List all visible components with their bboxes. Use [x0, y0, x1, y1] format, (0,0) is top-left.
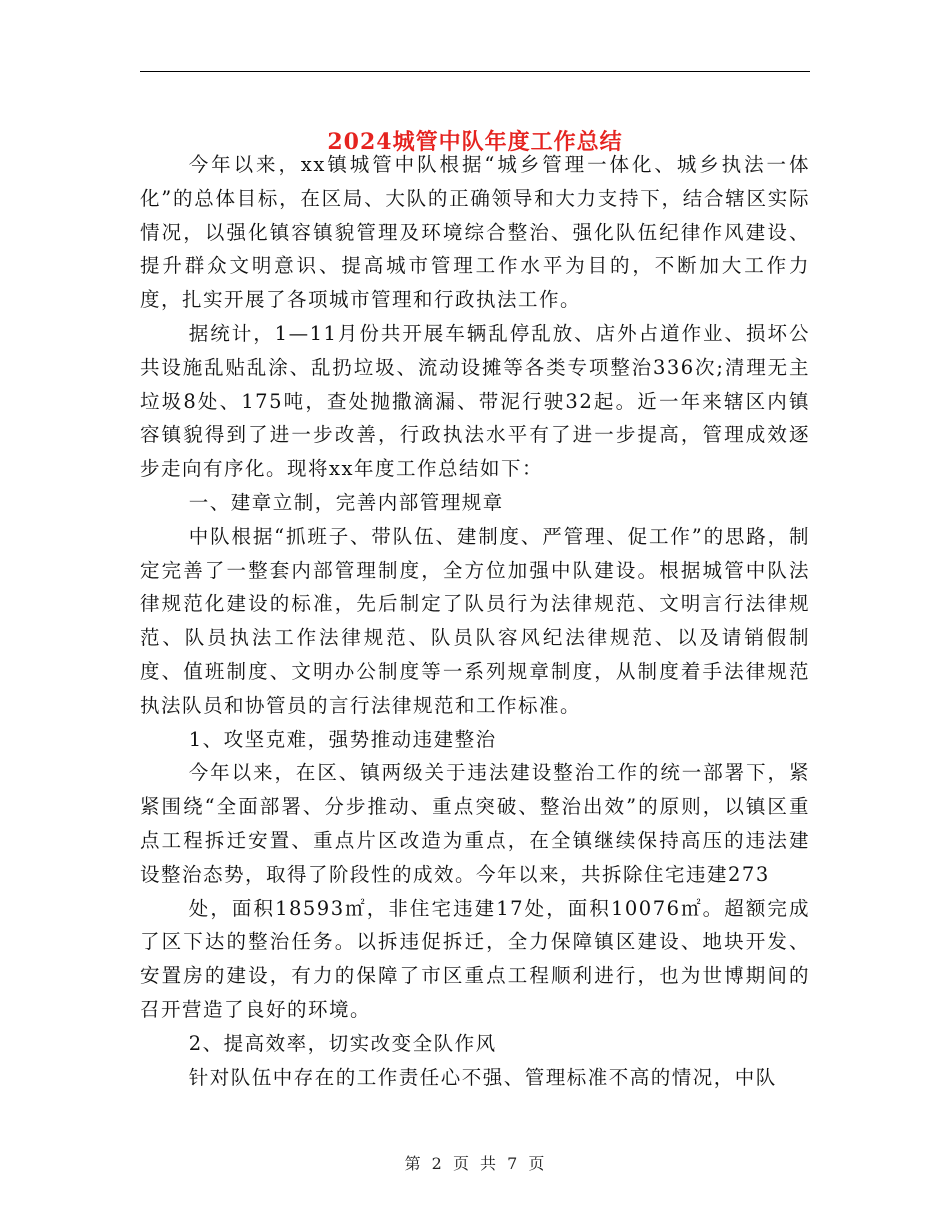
header-rule: [140, 71, 810, 72]
paragraph-intro: 今年以来，xx镇城管中队根据“城乡管理一体化、城乡执法一体化”的总体目标，在区局、大队的正确领导和大力支持下，结合辖区实际情况，以强化镇容镇貌管理及环境综合整治、强化队伍纪律作风建设、提升群众文明意识、提高城市管理工作水平为目的，不断加大工作力度，扎实开展了各项城市管理和行政执法工作。: [140, 153, 810, 312]
paragraph-statistics: 据统计，1—11月份共开展车辆乱停乱放、店外占道作业、损坏公共设施乱贴乱涂、乱扔垃圾、流动设摊等各类专项整治336次;清理无主垃圾8处、175吨，查处抛撒滴漏、带泥行驶32起。近一年来辖区内镇容镇貌得到了进一步改善，行政执法水平有了进一步提高，管理成效逐步走向有序化。现将xx年度工作总结如下：: [140, 321, 810, 481]
section-heading-2: 1、攻坚克难，强势推动违建整治: [188, 727, 497, 751]
page-footer: 第 2 页 共 7 页: [404, 1154, 546, 1173]
document-body: [140, 148, 810, 1094]
section-heading-1: 一、建章立制，完善内部管理规章: [188, 490, 504, 514]
document-title: 2024城管中队年度工作总结: [327, 128, 623, 155]
section-heading-3: 2、提高效率，切实改变全队作风: [188, 1031, 497, 1055]
paragraph-management: 中队根据“抓班子、带队伍、建制度、严管理、促工作”的思路，制定完善了一整套内部管理制度，全方位加强中队建设。根据城管中队法律规范化建设的标准，先后制定了队员行为法律规范、文明言行法律规范、队员执法工作法律规范、队员队容风纪法律规范、以及请销假制度、值班制度、文明办公制度等一系列规章制度，从制度着手法律规范执法队员和协管员的言行法律规范和工作标准。: [140, 524, 810, 717]
paragraph-area: 处，面积18593㎡，非住宅违建17处，面积10076㎡。超额完成了区下达的整治任务。以拆违促拆迁，全力保障镇区建设、地块开发、安置房的建设，有力的保障了市区重点工程顺利进行，也为世博期间的召开营造了良好的环境。: [140, 896, 810, 1021]
paragraph-efficiency: 针对队伍中存在的工作责任心不强、管理标准不高的情况，中队: [188, 1065, 777, 1089]
paragraph-demolition: 今年以来，在区、镇两级关于违法建设整治工作的统一部署下，紧紧围绕“全面部署、分步推动、重点突破、整治出效”的原则，以镇区重点工程拆迁安置、重点片区改造为重点，在全镇继续保持高压的违法建设整治态势，取得了阶段性的成效。今年以来，共拆除住宅违建273: [140, 761, 810, 886]
